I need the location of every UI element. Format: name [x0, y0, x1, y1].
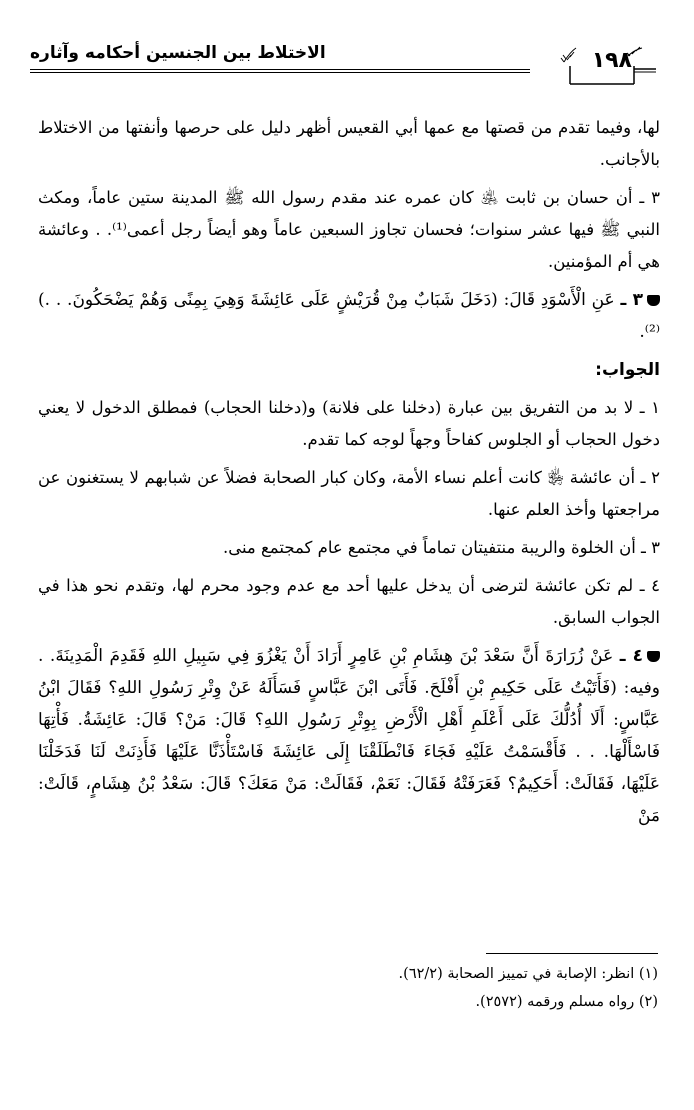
paragraph-point-3: ٣ ـ أن حسان بن ثابت ﵁ كان عمره عند مقدم رسول الله ﷺ المدينة ستين عاماً، ومكث النبي ﷺ فيها عشر سنوات؛ فحسان تجاوز السبعين عاماً وهو أيضاً رجل أعمى⁽¹⁾. . وعائشة هي أم المؤمنين.	[38, 188, 660, 271]
footnote-separator	[486, 953, 658, 954]
paragraph-continuation: لها، وفيما تقدم من قصتها مع عمها أبي القعيس أظهر دليل على حرصها وأنفتها من الاختلاط بالأجانب.	[38, 118, 660, 169]
hadith-marker-icon	[647, 651, 660, 662]
running-title: الاختلاط بين الجنسين أحكامه وآثاره	[30, 43, 326, 63]
header-rule	[30, 69, 530, 70]
main-text	[38, 112, 660, 838]
hadith-3-number: ٣ ـ	[620, 290, 644, 310]
header-rule-secondary	[30, 72, 530, 73]
footnotes	[38, 960, 658, 1016]
hadith-4-text: عَنْ زُرَارَةَ أَنَّ سَعْدَ بْنَ هِشَامِ بْنِ عَامِرٍ أَرَادَ أَنْ يَغْزُوَ فِي سَبِيلِ اللهِ فَقَدِمَ الْمَدِينَةَ. . وفيه: (فَأَتَيْتُ عَلَى حَكِيمِ بْنِ أَفْلَحَ. فَأَتَى ابْنَ عَبَّاسٍ فَسَأَلَهُ عَنْ وِتْرِ رَسُولِ اللهِ؟ فَقَالَ ابْنُ عَبَّاسٍ: أَلَا أُدُلُّكَ عَلَى أَعْلَمِ أَهْلِ الْأَرْضِ بِوِتْرِ رَسُولِ اللهِ؟ قَالَ: مَنْ؟ قَالَ: عَائِشَةُ. فَأْتِهَا فَاسْأَلْهَا. . . فَأَقْسَمْتُ عَلَيْهِ فَجَاءَ فَانْطَلَقْنَا إِلَى عَائِشَةَ فَاسْتَأْذَنَّا عَلَيْهَا فَأَذِنَتْ لَنَا فَدَخَلْنَا عَلَيْهَا، فَقَالَتْ: أَحَكِيمٌ؟ فَعَرَفَتْهُ فَقَالَ: نَعَمْ، فَقَالَتْ: مَنْ مَعَكَ؟ قَالَ: سَعْدُ بْنُ هِشَامٍ، قَالَتْ: مَنْ	[38, 646, 661, 826]
page-number-frame	[556, 38, 656, 90]
hadith-3-text: عَنِ الْأَسْوَدِ قَالَ: (دَخَلَ شَبَابٌ مِنْ قُرَيْشٍ عَلَى عَائِشَةَ وَهِيَ بِمِنًى وَهُمْ يَضْحَكُونَ. . .)⁽²⁾.	[38, 290, 660, 342]
answer-point-1: ١ ـ لا بد من التفريق بين عبارة (دخلنا على فلانة) و(دخلنا الحجاب) فمطلق الدخول لا يعني دخول الحجاب أو الجلوس كفاحاً وجهاً لوجه كما تقدم.	[38, 398, 660, 449]
hadith-4	[38, 640, 660, 832]
hadith-3	[38, 284, 660, 348]
footnote-2: (٢) رواه مسلم ورقمه (٢٥٧٢).	[475, 994, 658, 1010]
answer-point-4: ٤ ـ لم تكن عائشة لترضى أن يدخل عليها أحد مع عدم وجود محرم لها، وتقدم نحو هذا في الجواب السابق.	[38, 576, 660, 627]
footnote-1: (١) انظر: الإصابة في تمييز الصحابة (٦٢/٢).	[398, 966, 658, 982]
answer-point-2: ٢ ـ أن عائشة ﵂ كانت أعلم نساء الأمة، وكان كبار الصحابة فضلاً عن شبابهم لا يستغنون عن مراجعتها وأخذ العلم عنها.	[38, 468, 660, 519]
page-number: ١٩٨	[591, 48, 632, 73]
hadith-marker-icon	[647, 295, 660, 306]
hadith-4-number: ٤ ـ	[619, 646, 643, 666]
page-header	[30, 38, 656, 98]
answer-heading: الجواب:	[595, 360, 660, 380]
answer-point-3: ٣ ـ أن الخلوة والريبة منتفيتان تماماً في مجتمع عام كمجتمع منى.	[222, 538, 660, 557]
